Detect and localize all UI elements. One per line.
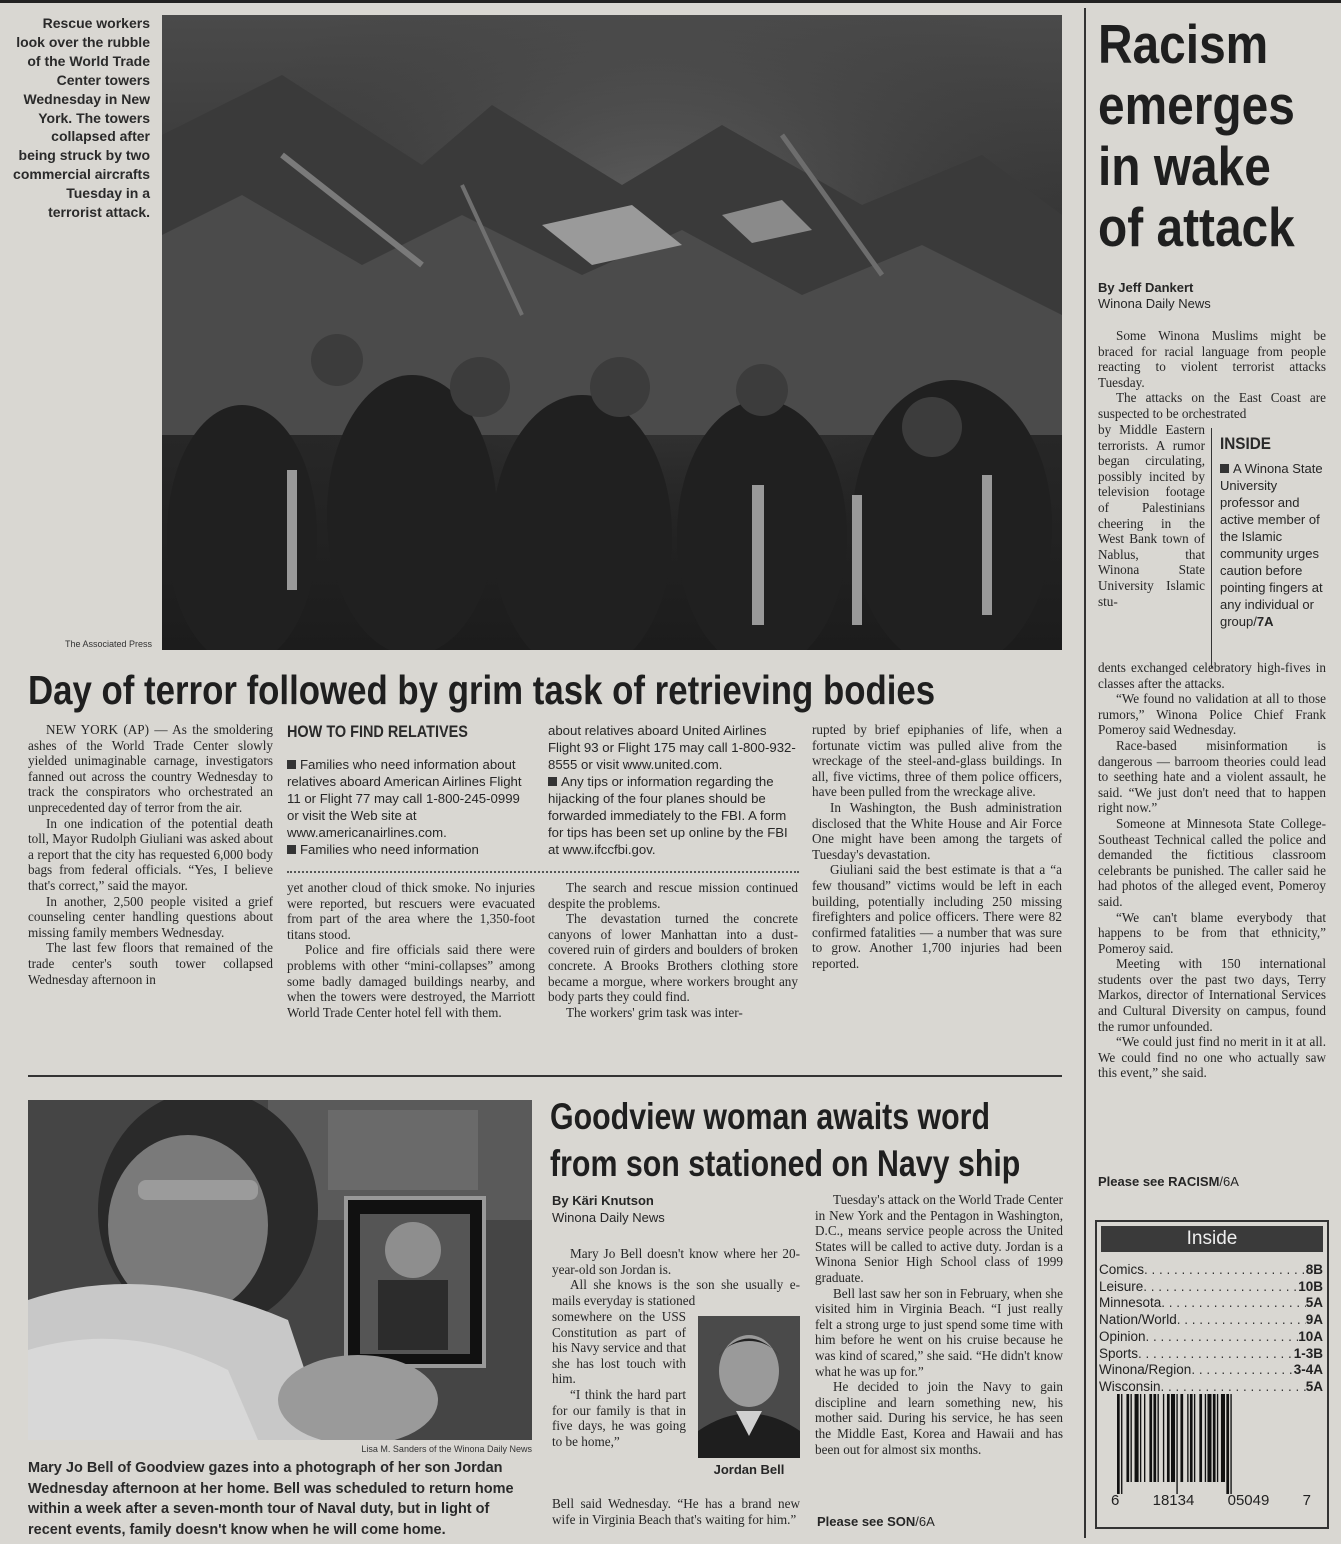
main-col1-para: In another, 2,500 people visited a grief counseling center handling questions about missing family members Wednesday. — [28, 893, 273, 940]
racism-narrow-text: by Middle Eastern terrorists. A rumor began circulating, possibly incited by television footage of Palestinians cheering in the West Bank town of Nablus, that Winona State University Islamic stu- — [1098, 422, 1205, 609]
index-leader-dots — [1191, 1362, 1293, 1379]
index-item-name: Comics — [1099, 1262, 1145, 1277]
relatives-box-bottom-rule — [287, 871, 799, 873]
navy-byline: By Käri Knutson — [552, 1193, 654, 1208]
racism-headline-line: emerges — [1098, 74, 1295, 136]
right-column-divider — [1084, 8, 1086, 1538]
main-story-col3 — [548, 880, 798, 1020]
index-item-name: Winona/Region — [1099, 1362, 1192, 1378]
relatives-box-left — [287, 756, 535, 858]
index-item-page: 5A — [1305, 1295, 1323, 1311]
index-leader-dots — [1161, 1295, 1305, 1312]
index-item-name: Leisure — [1099, 1278, 1144, 1294]
navy-col1-narrow: somewhere on the USS Constitution as part of his Navy service and that she has lost touch with him. “I think the hard part for our family is that in five days, he was going to be home,” — [552, 1309, 686, 1449]
racism-headline-line: Racism — [1098, 13, 1269, 75]
main-col4-para: In Washington, the Bush administration disclosed that the White House and Air Force One might have been among the targets of Tuesday's devastation. — [812, 799, 1062, 862]
index-item[interactable] — [1099, 1329, 1323, 1346]
bullet-square-icon — [287, 760, 296, 769]
racism-byline: By Jeff Dankert — [1098, 280, 1194, 295]
racism-jump-link[interactable]: Please see RACISM/6A — [1098, 1174, 1239, 1189]
main-col3-para: The workers' grim task was inter- — [566, 1004, 743, 1020]
top-photo-credit: The Associated Press — [64, 639, 152, 649]
navy-col2: Tuesday's attack on the World Trade Center in New York and the Pentagon in Washington, D.C., means service people across the United States will be called to active duty. Jordan is a Winona Senior High School class of 1999 graduate. Bell last saw her son in February, when she visited him in Virginia Beach. “I just really felt a strong urge to just spend some time with him before he went on his cruise because he was kind of scared,” she said. “He didn't know what he was up for.” He decided to join the Navy to gain discipline and learn something new, his mother said. During his service, he has seen the Middle East, Korea and Hawaii and has been out for almost six months. — [815, 1192, 1063, 1457]
index-item-name: Wisconsin — [1099, 1378, 1161, 1394]
racism-headline — [1098, 14, 1295, 258]
relatives-item-american: Families who need information about relatives aboard American Airlines Flight 11 or Flight 77 may call 1-800-245-0999 or visit the Web site at www.americanairlines.com. — [287, 757, 522, 840]
index-item[interactable] — [1099, 1312, 1323, 1329]
navy-jump-link[interactable]: Please see SON/6A — [817, 1514, 935, 1529]
main-col1-para: The last few floors that remained of the trade center's south tower collapsed Wednesday afternoon in — [28, 940, 273, 987]
inside-teaser-text: A Winona State University professor and active member of the Islamic community urges caution before pointing fingers at any individual or group/7A — [1220, 461, 1323, 629]
top-photo-caption: Rescue workers look over the rubble of the World Trade Center towers Wednesday in New York. The towers collapsed after being struck by two commercial aircrafts Tuesday in a terrorist attack. — [13, 15, 150, 221]
index-box — [1095, 1220, 1329, 1529]
bullet-square-icon — [1220, 464, 1229, 473]
index-item-page: 1-3B — [1293, 1345, 1323, 1361]
index-item[interactable] — [1099, 1295, 1323, 1312]
relatives-item-fbi: Any tips or information regarding the hijacking of the four planes should be forwarded immediately to the FBI. A form for tips has been set up online by the FBI at www.ifccfbi.gov. — [548, 774, 788, 857]
index-leader-dots — [1177, 1312, 1306, 1329]
index-item-name: Opinion — [1099, 1328, 1146, 1344]
index-item-page: 9A — [1305, 1312, 1323, 1328]
mary-jo-bell-photo — [28, 1100, 532, 1440]
mother-with-portrait-graphic — [28, 1100, 532, 1440]
main-col3-para: The devastation turned the concrete canyons of lower Manhattan into a dust-covered ruin of girders and boulders of broken concrete. A Brooks Brothers clothing store became a morgue, where workers brought any body parts they could find. — [548, 911, 798, 1005]
index-leader-dots — [1146, 1329, 1299, 1346]
index-item[interactable] — [1099, 1346, 1323, 1363]
main-col2-para: yet another cloud of thick smoke. No injuries were reported, but rescuers were evacuated from part of the area where the 1,350-foot titans stood. — [287, 880, 535, 942]
main-col4-para: Giuliani said the best estimate is that a “a few thousand” victims would be left in each building, potentially including 250 missing firefighters and police officers. There were 82 confirmed fatalities — a number that was sure to grow. Another 1,700 injuries had been reported. — [812, 862, 1062, 971]
racism-lead: Some Winona Muslims might be braced for racial language from people reacting to violent terrorist attacks Tuesday. The attacks on the East Coast are suspected to be orchestrated — [1098, 328, 1326, 421]
index-leader-dots — [1138, 1346, 1294, 1363]
top-border — [0, 0, 1341, 3]
bullet-square-icon — [287, 845, 296, 854]
section-divider — [28, 1075, 1062, 1077]
bullet-square-icon — [548, 777, 557, 786]
index-item[interactable] — [1099, 1279, 1323, 1296]
bell-photo-caption: Mary Jo Bell of Goodview gazes into a photograph of her son Jordan Wednesday afternoon at her home. Bell was scheduled to return home within a week after a seven-month tour of Naval duty, but in light of recent events, family doesn't know when he will come home. — [28, 1460, 514, 1538]
racism-body: dents exchanged celebratory high-fives in classes after the attacks. “We found no validation at all to those rumors,” Winona Police Chief Frank Pomeroy said Wednesday. Race-based misinformation is dangerous — barroom theories could lead to seething hate and a violent assault, he said. “We just don't need that to happen right now.” Someone at Minnesota State College-Southeast Technical called the police and demanded the fictitious classroom celebrants be punished. The caller said he had photos of the alleged event, Pomeroy said. “We can't blame everybody that happens to be from that ethnicity,” Pomeroy said. Meeting with 150 international students over the past two days, Terry Markos, director of International Services and Cultural Diversity on campus, found the rumor unfounded. “We could just find no merit in it at all. We could find no one who actually saw this event,” she said. — [1098, 660, 1326, 1081]
index-leader-dots — [1143, 1279, 1298, 1296]
main-story-col1 — [28, 722, 273, 987]
rescue-workers-photo — [162, 15, 1062, 650]
index-item[interactable] — [1099, 1362, 1323, 1379]
racism-headline-line: in wake — [1098, 135, 1271, 197]
index-item-name: Minnesota — [1099, 1295, 1162, 1311]
relatives-item-united-cont: about relatives aboard United Airlines Flight 93 or Flight 175 may call 1-800-932-8555 or visit www.united.com. — [548, 723, 796, 772]
index-item-page: 10A — [1298, 1328, 1323, 1344]
index-leader-dots — [1144, 1262, 1306, 1279]
relatives-box-right — [548, 722, 798, 858]
index-box-title: Inside — [1101, 1226, 1323, 1252]
racism-headline-line: of attack — [1098, 196, 1295, 258]
barcode — [1111, 1394, 1311, 1514]
index-item-name: Nation/World — [1099, 1312, 1177, 1328]
main-headline: Day of terror followed by grim task of retrieving bodies — [28, 667, 936, 713]
index-list — [1097, 1256, 1327, 1396]
navy-affiliation: Winona Daily News — [552, 1210, 665, 1225]
index-item[interactable] — [1099, 1262, 1323, 1279]
jordan-bell-portrait-graphic — [698, 1316, 800, 1458]
index-item-page: 8B — [1305, 1262, 1323, 1277]
main-col4-para: rupted by brief epiphanies of life, when a fortunate victim was pulled alive from the wreckage of the steel-and-glass buildings. In all, five victims, three of them police officers, have been pulled from the wreckage alive. — [812, 722, 1062, 800]
main-col3-para: The search and rescue mission continued despite the problems. — [548, 880, 798, 911]
index-item-name: Sports — [1099, 1345, 1139, 1361]
jordan-bell-photo — [698, 1316, 800, 1458]
main-col2-para: Police and fire officials said there were problems with other “mini-collapses” among some badly damaged buildings nearby, and when the towers were destroyed, the Marriott World Trade Center hotel fell with them. — [287, 942, 535, 1020]
relatives-item-united: Families who need information — [287, 841, 535, 858]
rubble-scene-graphic — [162, 15, 1062, 650]
navy-headline: Goodview woman awaits word from son stationed on Navy ship — [550, 1096, 1021, 1184]
navy-col1-bottom: Bell said Wednesday. “He has a brand new wife in Virginia Beach that's waiting for him.” — [552, 1496, 800, 1527]
main-col1-para: In one indication of the potential death toll, Mayor Rudolph Giuliani was asked about a report that the city has requested 6,000 body bags from federal officials. “Yes, I believe that's correct,” said the mayor. — [28, 815, 273, 893]
barcode-digits: 6 18134 05049 7 — [1111, 1492, 1311, 1509]
index-item-page: 5A — [1305, 1378, 1323, 1394]
inside-teaser-title: INSIDE — [1220, 434, 1272, 453]
inside-teaser-rule — [1211, 428, 1212, 668]
navy-col1-top: Mary Jo Bell doesn't know where her 20-year-old son Jordan is. All she knows is the son she usually e-mails everyday is stationed — [552, 1246, 800, 1308]
main-story-col2 — [287, 880, 535, 1020]
index-item-page: 10B — [1298, 1278, 1323, 1294]
main-col1-para: NEW YORK (AP) — As the smoldering ashes of the World Trade Center slowly yielded unimaginable carnage, investigators fanned out across the country Wednesday to track the conspirators who orchestrated an unprecedented day of terror from the air. — [28, 722, 273, 815]
jordan-bell-caption: Jordan Bell — [713, 1462, 785, 1477]
racism-affiliation: Winona Daily News — [1098, 296, 1211, 311]
inside-teaser — [1220, 434, 1328, 630]
relatives-box-title: HOW TO FIND RELATIVES — [287, 722, 468, 741]
index-item-page: 3-4A — [1293, 1362, 1323, 1378]
main-story-col4 — [812, 722, 1062, 972]
barcode-bars — [1111, 1394, 1311, 1494]
bell-photo-credit: Lisa M. Sanders of the Winona Daily News — [361, 1444, 532, 1454]
